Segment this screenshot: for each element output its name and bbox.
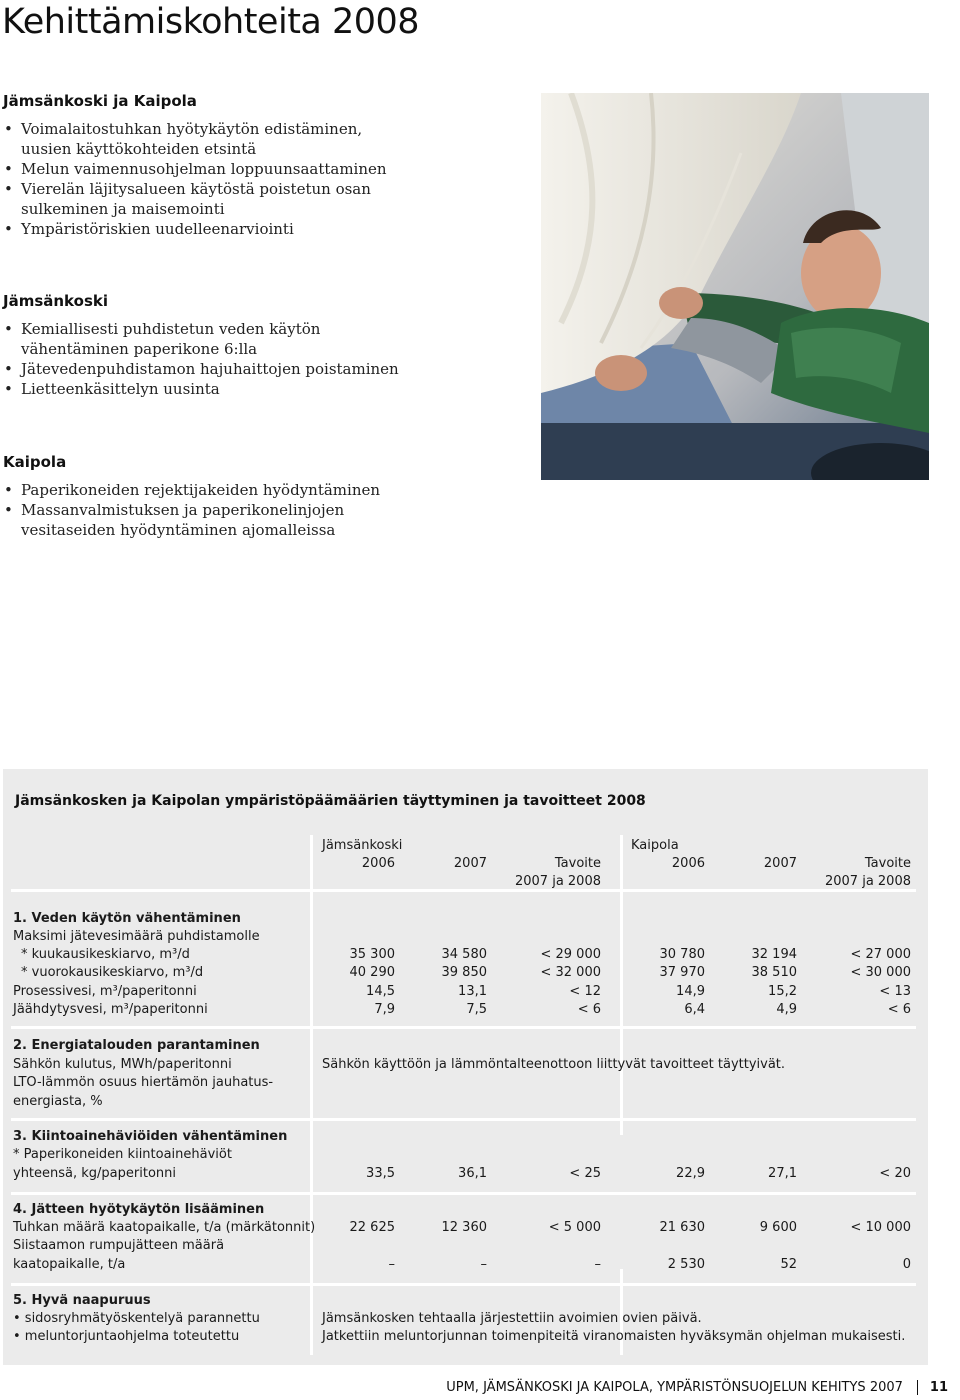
table-cell: < 27 000 [850,947,911,962]
section-heading-kaipola: Kaipola [3,453,67,471]
section-5-note: Jatkettiin meluntorjunnan toimenpiteitä viranomaisten hyväksymän ohjelman mukaisesti. [322,1329,906,1344]
row-label: * kuukausikeskiarvo, m³/d [21,947,190,962]
table-cell: 40 290 [349,965,395,980]
table-cell: 6,4 [684,1002,705,1017]
table-title: Jämsänkosken ja Kaipolan ympäristöpäämäärien täyttyminen ja tavoitteet 2008 [15,793,646,809]
page-title: Kehittämiskohteita 2008 [2,2,420,42]
table-cell: < 12 [569,984,601,999]
table-cell: 12 360 [441,1220,487,1235]
table-cell: 39 850 [441,965,487,980]
bullet-list-kaipola [3,480,433,540]
list-item: • Ympäristöriskien uudelleenarviointi [3,219,403,239]
section-heading-jamsankoski-kaipola: Jämsänkoski ja Kaipola [3,92,197,110]
list-item: • Massanvalmistuksen ja paperikonelinjojen vesitaseiden hyödyntäminen ajomalleissa [3,500,433,540]
table-cell: < 13 [879,984,911,999]
row-label: Jäähdytysvesi, m³/paperitonni [13,1002,208,1017]
table-cell: 14,9 [676,984,705,999]
table-cell: < 6 [577,1002,601,1017]
row-divider [11,1283,916,1286]
column-header-2007-jamsankoski: 2007 [453,856,487,871]
paper-machine-worker-photo [541,93,929,480]
table-cell: < 20 [879,1166,911,1181]
table-cell: 0 [902,1257,911,1272]
section-3-title: 3. Kiintoainehäviöiden vähentäminen [13,1129,288,1144]
table-cell: 30 780 [659,947,705,962]
table-cell: 15,2 [768,984,797,999]
table-cell: 4,9 [776,1002,797,1017]
column-header-2006-kaipola: 2006 [671,856,705,871]
table-cell: 9 600 [759,1220,797,1235]
row-label: * vuorokausikeskiarvo, m³/d [21,965,204,980]
table-cell: 22 625 [349,1220,395,1235]
table-cell: < 10 000 [850,1220,911,1235]
row-label: Prosessivesi, m³/paperitonni [13,984,197,999]
table-cell: 33,5 [366,1166,395,1181]
row-label: energiasta, % [13,1094,103,1109]
list-item: • Melun vaimennusohjelman loppuunsaattaminen [3,159,403,179]
table-cell: 7,5 [466,1002,487,1017]
page-footer [446,1380,948,1395]
section-5-note: Jämsänkosken tehtaalla järjestettiin avoimien ovien päivä. [322,1311,702,1326]
table-cell: 22,9 [676,1166,705,1181]
table-cell: 2 530 [667,1257,705,1272]
table-cell: < 32 000 [540,965,601,980]
row-divider [11,889,916,892]
column-header-target-kaipola: Tavoite [864,856,911,871]
group-header-kaipola: Kaipola [631,838,679,853]
table-cell: 13,1 [458,984,487,999]
table-cell: 21 630 [659,1220,705,1235]
page-number: 11 [917,1380,948,1395]
column-header-2006-jamsankoski: 2006 [361,856,395,871]
table-cell: – [594,1257,601,1272]
table-cell: < 29 000 [540,947,601,962]
row-label: Siistaamon rumpujätteen määrä [13,1238,225,1253]
row-divider [11,1192,916,1195]
section-4-title: 4. Jätteen hyötykäytön lisääminen [13,1202,265,1217]
table-cell: 36,1 [458,1166,487,1181]
column-header-target-years-jamsankoski: 2007 ja 2008 [514,874,601,889]
table-cell: 27,1 [768,1166,797,1181]
section-2-title: 2. Energiatalouden parantaminen [13,1038,260,1053]
table-cell: 14,5 [366,984,395,999]
table-cell: 34 580 [441,947,487,962]
table-cell: – [480,1257,487,1272]
table-cell: 35 300 [349,947,395,962]
footer-text: UPM, JÄMSÄNKOSKI JA KAIPOLA, YMPÄRISTÖNSUOJELUN KEHITYS 2007 [446,1380,903,1395]
section-1-subtitle: Maksimi jätevesimäärä puhdistamolle [13,929,260,944]
row-label: LTO-lämmön osuus hiertämön jauhatus- [13,1075,274,1090]
list-item: • Kemiallisesti puhdistetun veden käytön vähentäminen paperikone 6:lla [3,319,403,359]
section-2-note: Sähkön käyttöön ja lämmöntalteenottoon liittyvät tavoitteet täyttyivät. [322,1057,786,1072]
column-header-target-jamsankoski: Tavoite [554,856,601,871]
row-label: • meluntorjuntaohjelma toteutettu [13,1329,240,1344]
table-cell: 32 194 [751,947,797,962]
table-cell: < 6 [887,1002,911,1017]
environmental-goals-table [3,769,928,1365]
list-item: • Vierelän läjitysalueen käytöstä poistetun osan sulkeminen ja maisemointi [3,179,403,219]
section-heading-jamsankoski: Jämsänkoski [3,292,108,310]
row-label: yhteensä, kg/paperitonni [13,1166,176,1181]
row-label: Tuhkan määrä kaatopaikalle, t/a (märkätonnit) [13,1220,316,1235]
table-cell: 52 [780,1257,797,1272]
bullet-list-jamsankoski-kaipola [3,119,403,239]
list-item: • Paperikoneiden rejektijakeiden hyödyntäminen [3,480,433,500]
group-header-jamsankoski: Jämsänkoski [322,838,403,853]
table-cell: 38 510 [751,965,797,980]
table-cell: 7,9 [374,1002,395,1017]
photo-illustration [541,93,929,480]
table-cell: 37 970 [659,965,705,980]
row-label: * Paperikoneiden kiintoainehäviöt [13,1147,232,1162]
row-divider [11,1026,916,1029]
table-cell: < 30 000 [850,965,911,980]
row-label: Sähkön kulutus, MWh/paperitonni [13,1057,232,1072]
column-divider [310,835,313,1355]
table-cell: < 25 [569,1166,601,1181]
column-header-target-years-kaipola: 2007 ja 2008 [824,874,911,889]
list-item: • Jätevedenpuhdistamon hajuhaittojen poistaminen [3,359,403,379]
list-item: • Lietteenkäsittelyn uusinta [3,379,403,399]
list-item: • Voimalaitostuhkan hyötykäytön edistäminen, uusien käyttökohteiden etsintä [3,119,403,159]
column-divider [620,835,623,1135]
table-cell: < 5 000 [548,1220,601,1235]
column-header-2007-kaipola: 2007 [763,856,797,871]
table-cell: – [388,1257,395,1272]
row-divider [11,1118,916,1121]
bullet-list-jamsankoski [3,319,403,399]
section-5-title: 5. Hyvä naapuruus [13,1293,151,1308]
row-label: • sidosryhmätyöskentelyä parannettu [13,1311,260,1326]
row-label: kaatopaikalle, t/a [13,1257,126,1272]
section-1-title: 1. Veden käytön vähentäminen [13,911,241,926]
